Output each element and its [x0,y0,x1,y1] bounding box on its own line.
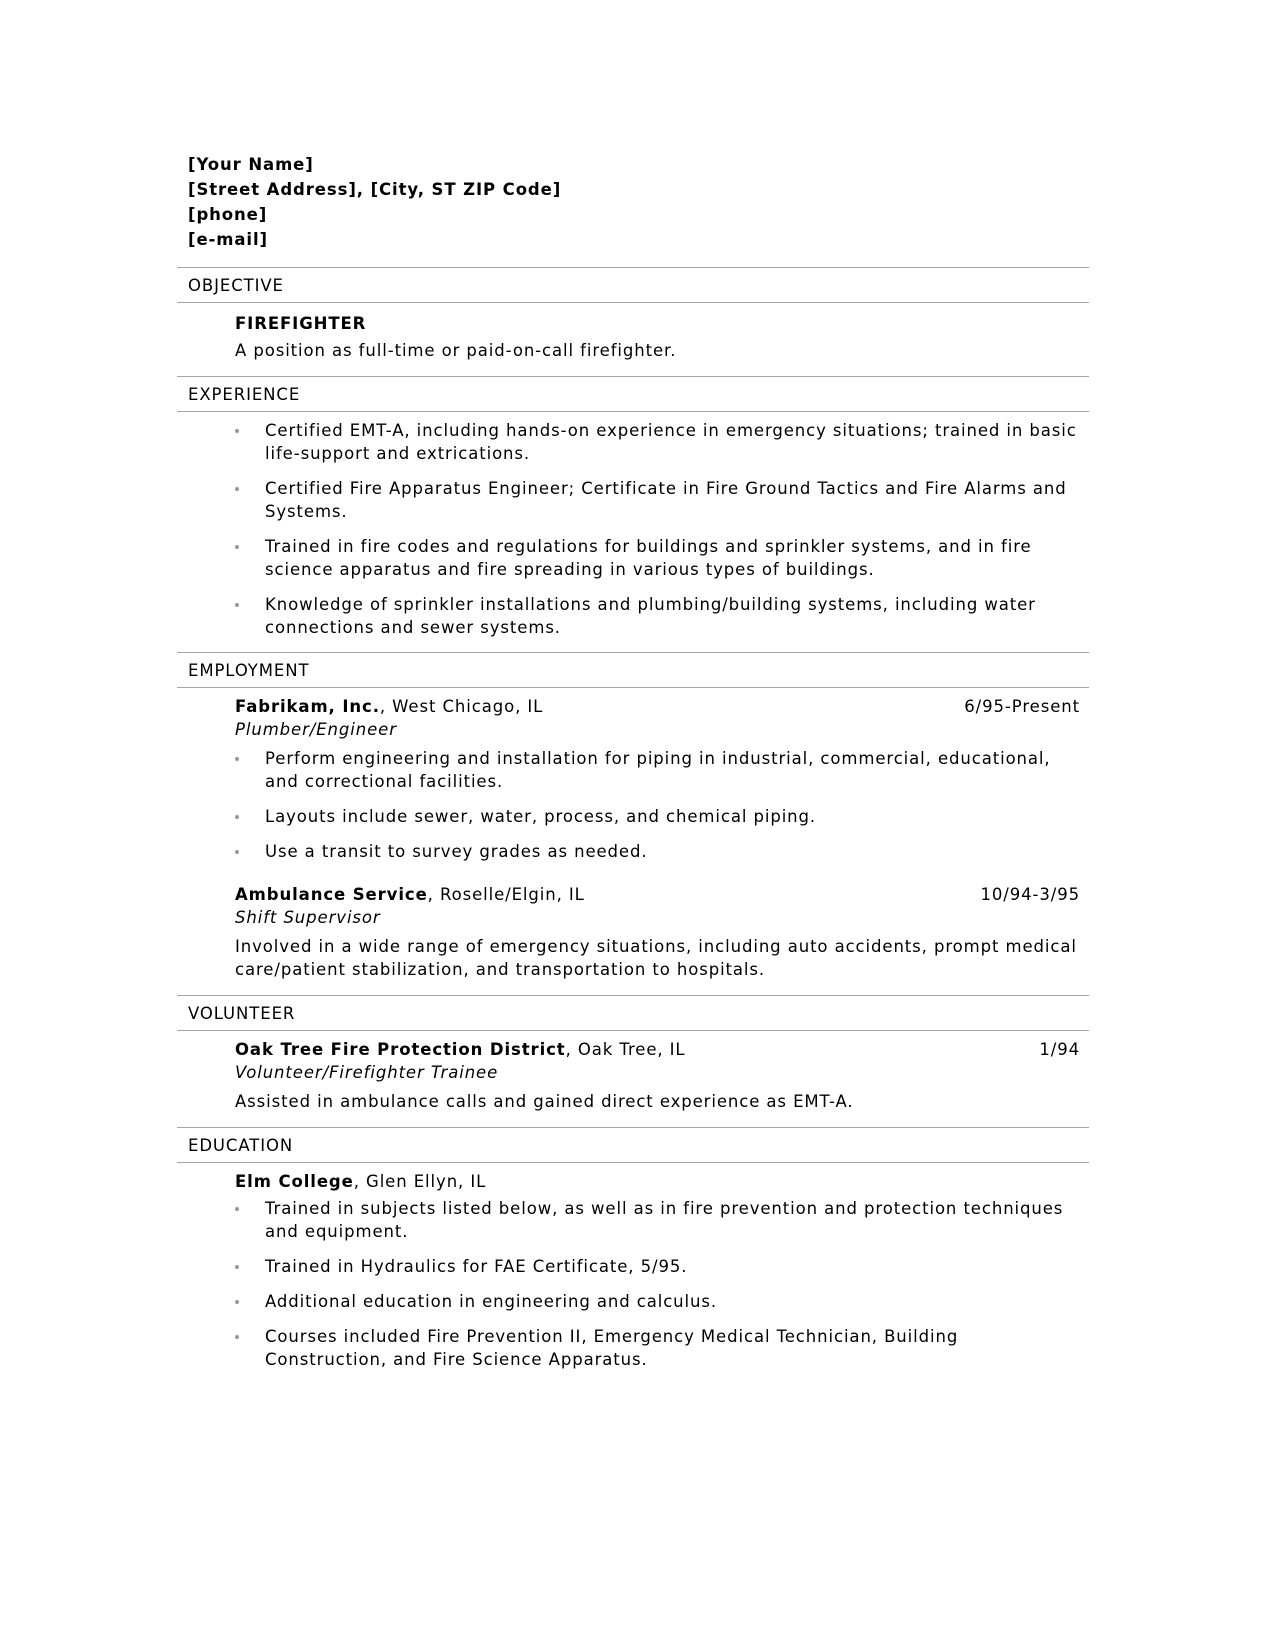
bullet-icon [235,1207,239,1211]
bullet-icon [235,815,239,819]
organization-location: , Oak Tree, IL [565,1040,686,1059]
job-description: Involved in a wide range of emergency situations, including auto accidents, prompt medical care/patient stabilization, and transportation to hospitals. [235,937,1077,979]
contact-header [188,152,561,252]
experience-list [235,419,1085,639]
street-address: [Street Address], [City, ST ZIP Code] [188,180,562,199]
bullet-icon [235,850,239,854]
job-role: Plumber/Engineer [235,720,397,739]
employer-name: Ambulance Service [235,885,428,904]
bullet-icon [235,429,239,433]
list-item: Additional education in engineering and calculus. [235,1290,1085,1313]
employment-dates: 10/94-3/95 [980,885,1080,904]
employment-job-1 [235,695,1085,863]
objective-heading [177,267,1089,303]
employment-dates: 6/95-Present [964,697,1080,716]
volunteer-description: Assisted in ambulance calls and gained direct experience as EMT-A. [235,1092,854,1111]
list-item: Trained in fire codes and regulations for buildings and sprinkler systems, and in fire science apparatus and fire spreading in various types of buildings. [235,535,1085,581]
list-item: Courses included Fire Prevention II, Emergency Medical Technician, Building Construction, and Fire Science Apparatus. [235,1325,1085,1371]
employment-heading [177,652,1089,688]
name: [Your Name] [188,155,314,174]
bullet-icon [235,1265,239,1269]
experience-body [235,419,1085,639]
experience-heading [177,376,1089,412]
education-list [235,1197,1085,1371]
volunteer-dates: 1/94 [1039,1040,1080,1059]
bullet-icon [235,487,239,491]
bullet-icon [235,545,239,549]
school-location: , Glen Ellyn, IL [353,1172,487,1191]
section-title: EDUCATION [188,1136,294,1155]
volunteer-role: Volunteer/Firefighter Trainee [235,1063,499,1082]
objective-title: FIREFIGHTER [235,314,367,333]
employer-line [235,883,1085,906]
job-role: Shift Supervisor [235,908,381,927]
volunteer-heading [177,995,1089,1031]
objective-body [235,313,1085,362]
section-title: EMPLOYMENT [188,661,310,680]
section-title: EXPERIENCE [188,385,301,404]
list-item: Certified EMT-A, including hands-on experience in emergency situations; trained in basic life-support and extrications. [235,419,1085,465]
school-name: Elm College [235,1172,354,1191]
employer-line [235,695,1085,718]
list-item: Certified Fire Apparatus Engineer; Certificate in Fire Ground Tactics and Fire Alarms and Systems. [235,477,1085,523]
email: [e-mail] [188,230,268,249]
section-title: OBJECTIVE [188,276,284,295]
list-item: Perform engineering and installation for piping in industrial, commercial, educational, and correctional facilities. [235,747,1085,793]
school-line [235,1170,1085,1193]
list-item: Trained in subjects listed below, as well as in fire prevention and protection techniques and equipment. [235,1197,1085,1243]
bullet-icon [235,1300,239,1304]
bullet-icon [235,603,239,607]
employment-job-2 [235,883,1085,981]
list-item: Use a transit to survey grades as needed. [235,840,1085,863]
section-title: VOLUNTEER [188,1004,296,1023]
education-body [235,1170,1085,1371]
education-heading [177,1127,1089,1163]
list-item: Layouts include sewer, water, process, and chemical piping. [235,805,1085,828]
objective-text: A position as full-time or paid-on-call firefighter. [235,341,677,360]
bullet-icon [235,1335,239,1339]
organization-name: Oak Tree Fire Protection District [235,1040,566,1059]
employer-name: Fabrikam, Inc. [235,697,380,716]
organization-line [235,1038,1085,1061]
employer-location: , West Chicago, IL [379,697,544,716]
volunteer-body [235,1038,1085,1113]
list-item: Knowledge of sprinkler installations and plumbing/building systems, including water connections and sewer systems. [235,593,1085,639]
employer-location: , Roselle/Elgin, IL [427,885,585,904]
bullet-icon [235,757,239,761]
job-bullets [235,747,1085,863]
list-item: Trained in Hydraulics for FAE Certificate, 5/95. [235,1255,1085,1278]
phone: [phone] [188,205,268,224]
